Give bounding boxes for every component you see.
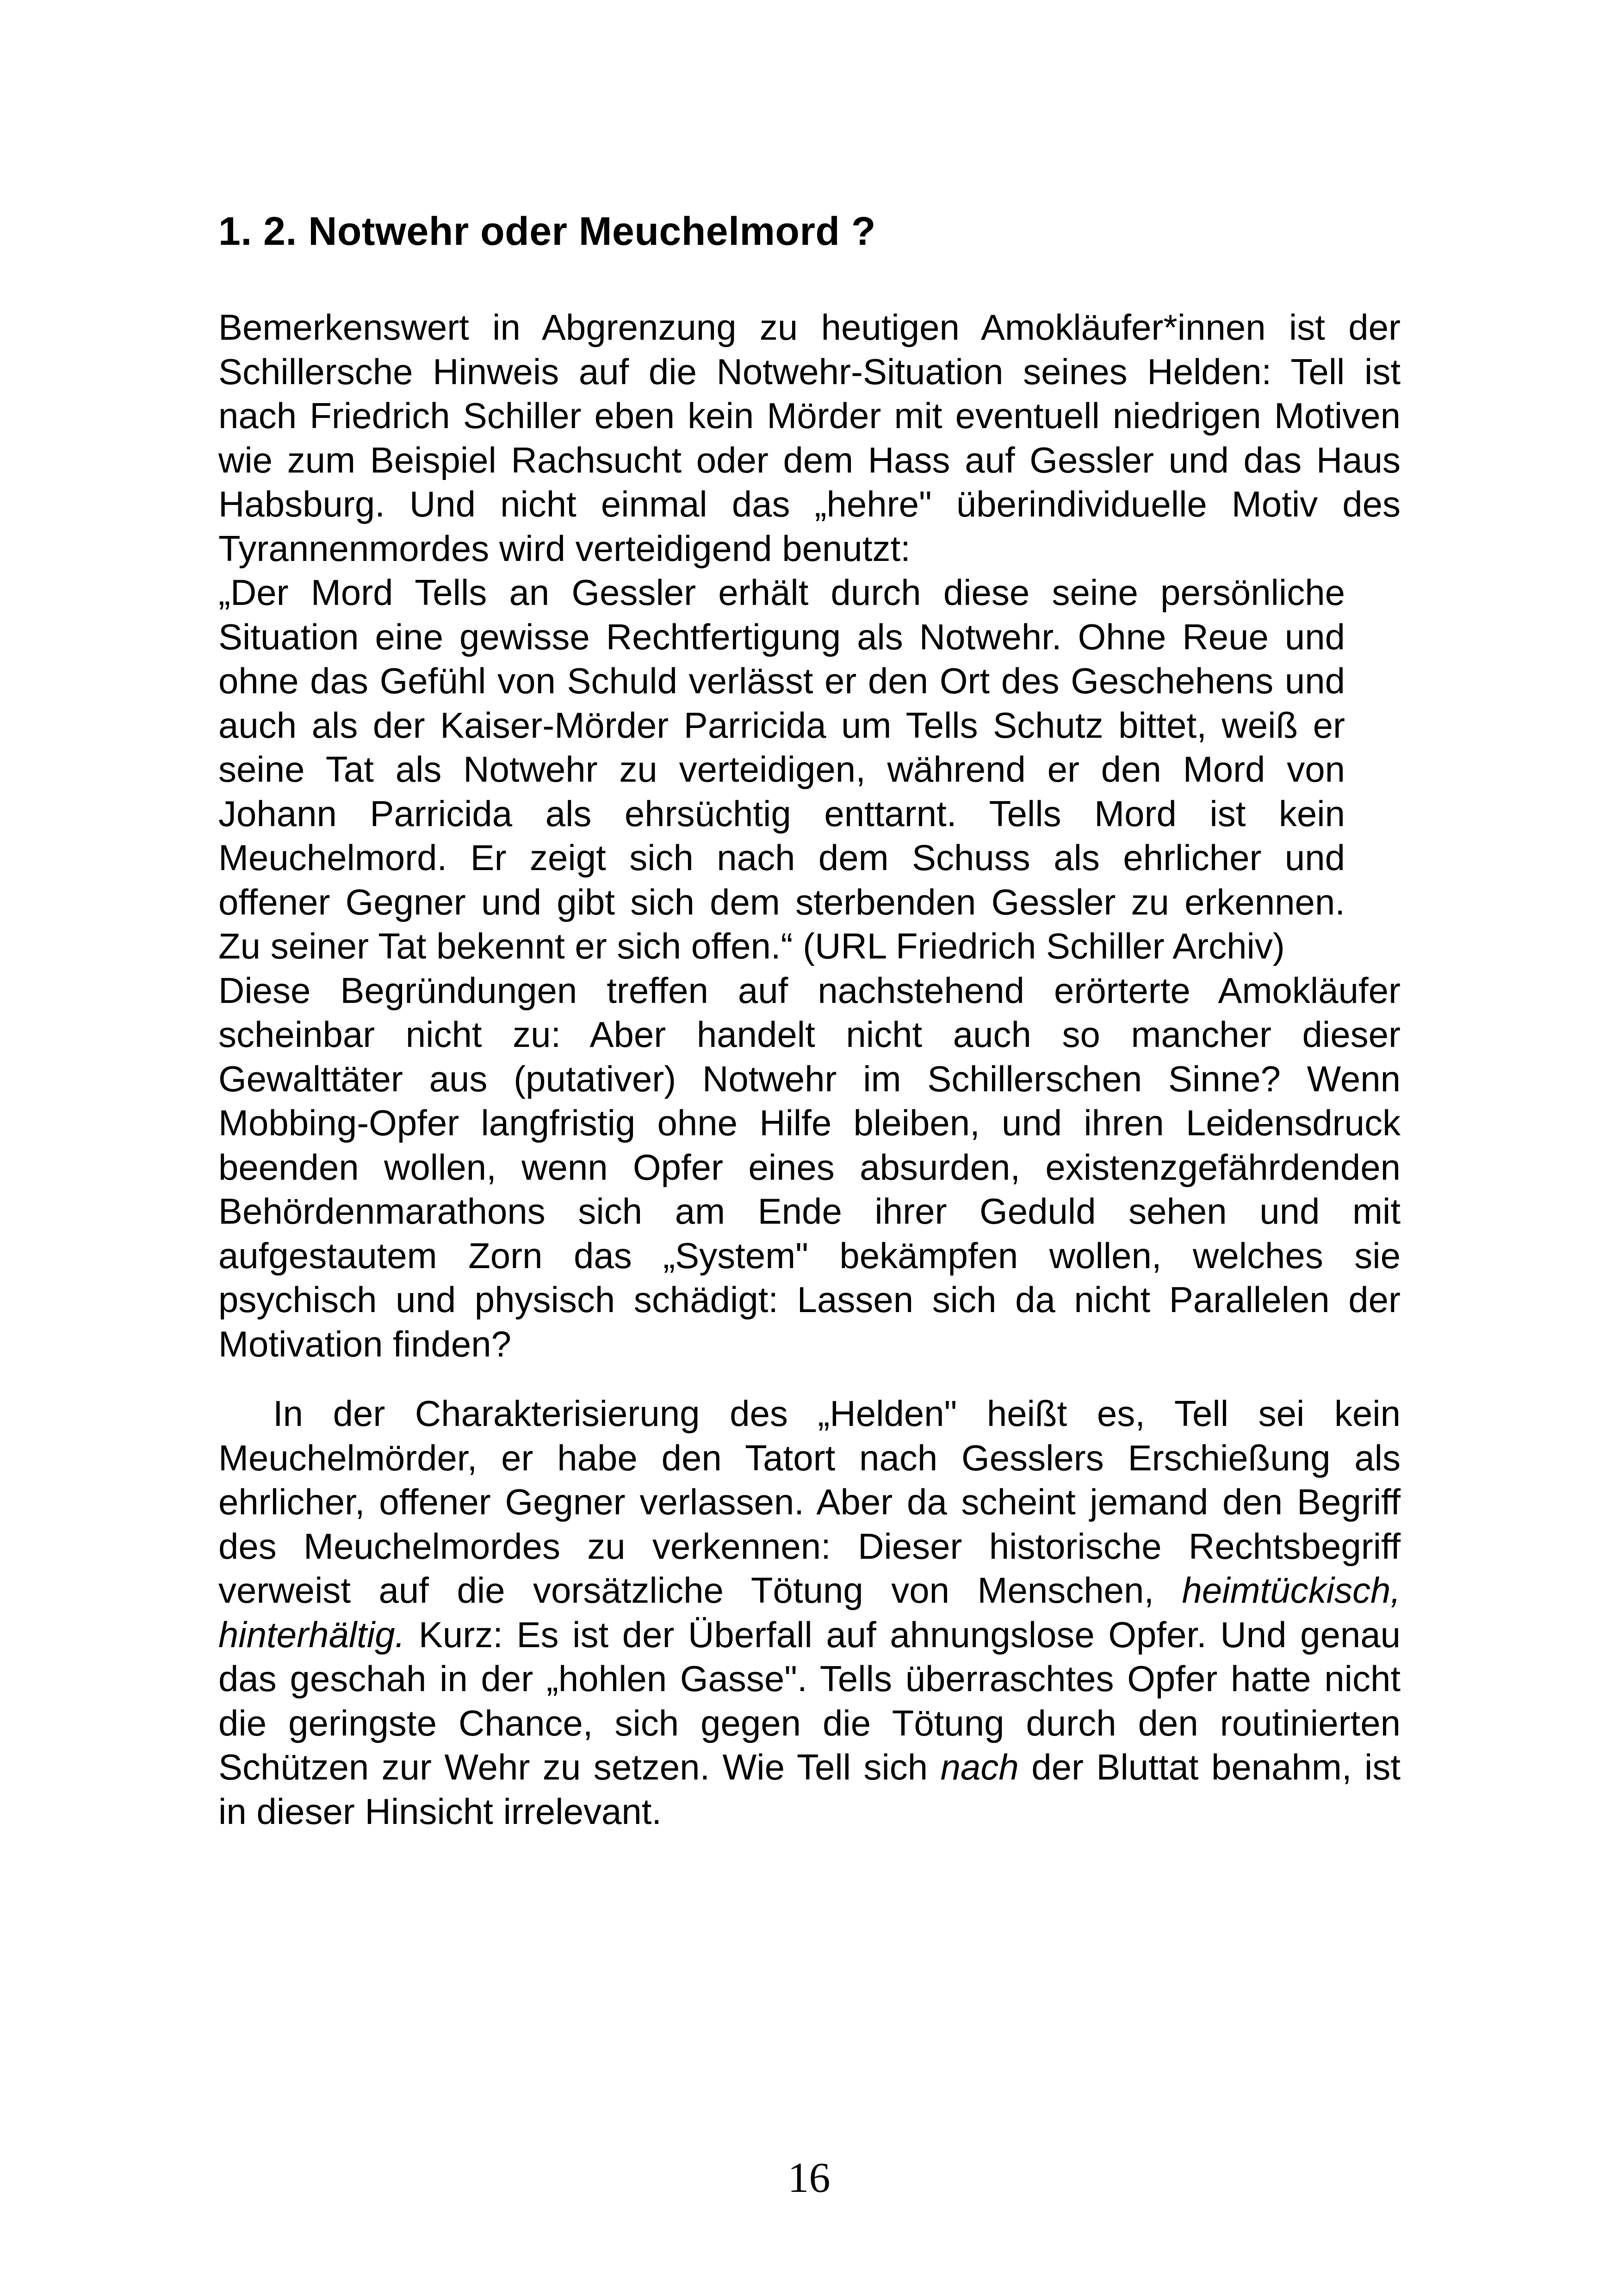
paragraph-characterization — [218, 1392, 1401, 1834]
italic-emphasis-2: nach — [940, 1747, 1019, 1787]
paragraph-reasons: Diese Begründungen treffen auf nachstehend erörterte Amokläufer scheinbar nicht zu: Aber handelt nicht auch so mancher dieser Gewalttäter aus (putativer) Notwehr im Schillerschen Sinne? Wenn Mobbing-Opfer langfristig ohne Hilfe bleiben, und ihren Leidensdruck beenden wollen, wenn Opfer eines absurden, existenzgefährdenden Behördenmarathons sich am Ende ihrer Geduld sehen und mit aufgestautem Zorn das „System" bekämpfen wollen, welches sie psychisch und physisch schädigt: Lassen sich da nicht Parallelen der Motivation finden? — [218, 970, 1401, 1364]
block-quote: „Der Mord Tells an Gessler erhält durch diese seine persönliche Situation eine gewisse Rechtfertigung als Notwehr. Ohne Reue und ohne das Gefühl von Schuld verlässt er den Ort des Geschehens und auch als der Kaiser-Mörder Parricida um Tells Schutz bittet, weiß er seine Tat als Notwehr zu verteidigen, während er den Mord von Johann Parricida als ehrsüchtig enttarnt. Tells Mord ist kein Meuchelmord. Er zeigt sich nach dem Schuss als ehrlicher und offener Gegner und gibt sich dem sterbenden Gessler zu erkennen. Zu seiner Tat bekennt er sich offen.“ (URL Friedrich Schiller Archiv) — [218, 572, 1345, 966]
paragraph-text-part-3: der Bluttat benahm, ist in dieser Hinsicht irrelevant. — [218, 1747, 1401, 1832]
paragraph-text-part-1: In der Charakterisierung des „Helden" heißt es, Tell sei kein Meuchelmörder, er habe den Tatort nach Gesslers Erschießung als ehrlicher, offener Gegner verlassen. Aber da scheint jemand den Begriff des Meuchelmordes zu verkennen: Dieser historische Rechtsbegriff verweist auf die vorsätzliche Tötung von Menschen, — [218, 1393, 1401, 1611]
italic-emphasis-1: heimtückisch, hinterhältig. — [218, 1570, 1401, 1655]
paragraph-intro: Bemerkenswert in Abgrenzung zu heutigen Amokläufer*innen ist der Schillersche Hinweis auf die Notwehr-Situation seines Helden: Tell ist nach Friedrich Schiller eben kein Mörder mit eventuell niedrigen Motiven wie zum Beispiel Rachsucht oder dem Hass auf Gessler und das Haus Habsburg. Und nicht einmal das „hehre" überindividuelle Motiv des Tyrannenmordes wird verteidigend benutzt: — [218, 307, 1401, 569]
page-content — [218, 204, 1401, 1834]
page-number: 16 — [787, 2154, 831, 2201]
paragraph-text-part-2: Kurz: Es ist der Überfall auf ahnungslose Opfer. Und genau das geschah in der „hohlen Gasse". Tells überraschtes Opfer hatte nicht die geringste Chance, sich gegen die Tötung durch den routinierten Schützen zur Wehr zu setzen. Wie Tell sich — [218, 1614, 1401, 1787]
paragraph-gap — [218, 1366, 1401, 1392]
section-heading: 1. 2. Notwehr oder Meuchelmord ? — [218, 209, 876, 254]
